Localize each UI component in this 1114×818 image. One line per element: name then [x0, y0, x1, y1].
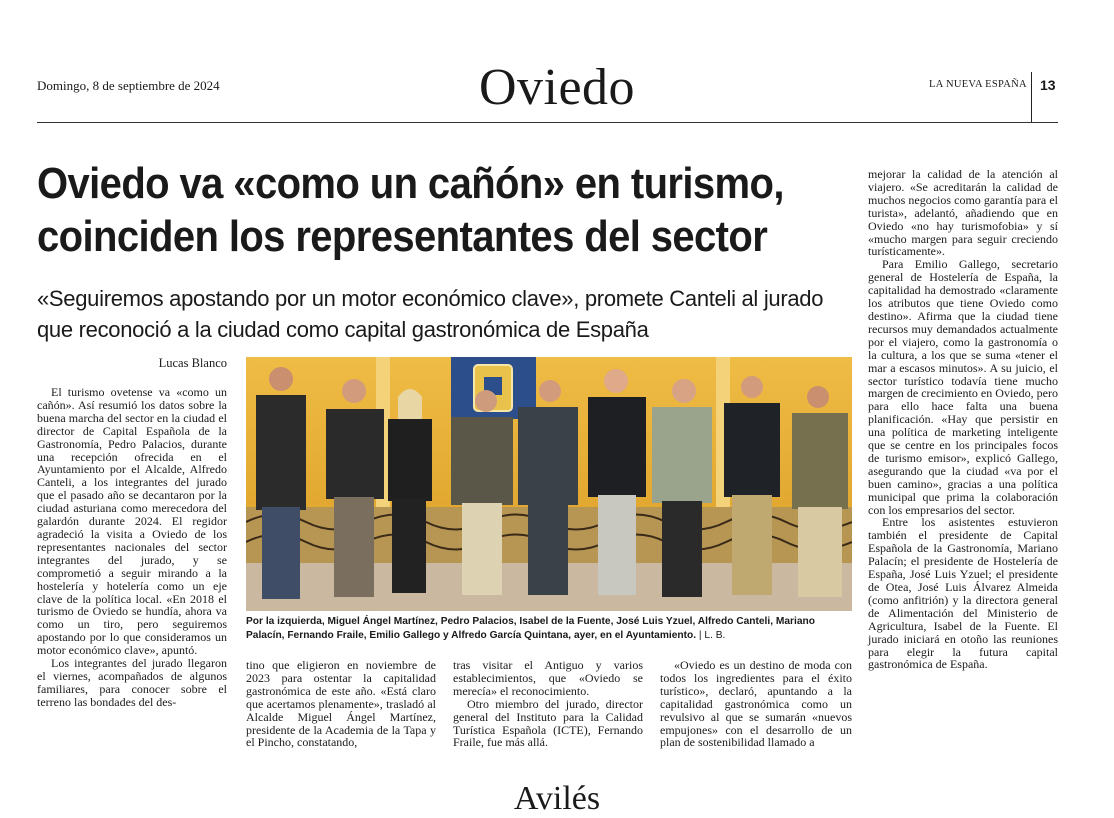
newspaper-brand: LA NUEVA ESPAÑA — [929, 79, 1027, 90]
paragraph: Otro miembro del jurado, director general del Instituto para la Calidad Turística Española (ICTE), Fernando Fraile, fue más allá. — [453, 696, 643, 750]
byline: Lucas Blanco — [158, 356, 227, 370]
headline-line-1: Oviedo va «como un cañón» en turismo, — [37, 160, 784, 208]
group-photo — [246, 357, 852, 611]
paragraph: mejorar la calidad de la atención al viajero. «Se acreditarán la calidad de muchos negocios como garantía para el turista», adelantó, añadiendo que en Oviedo «no hay turismofobia» y sí «mucho margen para seguir creciendo turísticamente». — [868, 167, 1058, 259]
paragraph: El turismo ovetense va «como un cañón». Así resumió los datos sobre la buena marcha del sector en la ciudad el director de Capital Española de la Gastronomía, Pedro Palacios, durante una recepción ofrecida en el Ayuntamiento por el Alcalde, Alfredo Canteli, a los integrantes del jurado que el pasado año se decantaron por la ciudad asturiana como merecedora del galardón durante 2024. El regidor agradeció la visita a Oviedo de los representantes nacionales del sector integrantes del jurado, y se comprometió a seguir mirando a la hostelería y hotelería como un eje clave de la política local. «En 2018 el turismo de Oviedo se hundía, ahora va como un tiro, pero seguiremos apostando por lo que consideramos un motor económico clave», apuntó. — [37, 385, 227, 658]
article-column-4 — [660, 659, 852, 749]
next-section-title: Avilés — [513, 780, 601, 817]
section-title: Oviedo — [478, 59, 636, 116]
page-number: 13 — [1040, 77, 1056, 93]
issue-date: Domingo, 8 de septiembre de 2024 — [37, 78, 220, 93]
article-column-1 — [37, 386, 227, 709]
article-column-2 — [246, 659, 436, 749]
header-divider — [1031, 72, 1032, 122]
caption-text: Por la izquierda, Miguel Ángel Martínez, Pedro Palacios, Isabel de la Fuente, José Luis Yzuel, Alfredo Canteli, Mariano Palacín, Fernando Fraile, Emilio Gallego y Alfredo García Quintana, ayer, en el Ayuntamiento. — [246, 616, 815, 641]
photo-credit: | L. B. — [698, 630, 726, 641]
paragraph: tras visitar el Antiguo y varios establecimientos, que «Oviedo se merecía» el reconocimiento. — [453, 658, 643, 698]
article-column-5 — [868, 168, 1058, 671]
headline — [37, 158, 857, 264]
header-rule — [37, 122, 1058, 123]
paragraph: «Oviedo es un destino de moda con todos los ingredientes para el éxito turístico», declaró, apuntando a la capitalidad gastronómica como un revulsivo al que se sumarán «nuevos empujones» con el desarrollo de un plan de sostenibilidad llamado a — [660, 658, 852, 750]
paragraph: tino que eligieron en noviembre de 2023 para ostentar la capitalidad gastronómica de este año. «Está claro que acertamos plenamente», trasladó al Alcalde Miguel Ángel Martínez, presidente de la Academia de la Tapa y el Pincho, constatando, — [246, 658, 436, 750]
headline-line-2: coinciden los representantes del sector — [37, 213, 768, 261]
group-photo-illustration — [246, 357, 852, 611]
photo-caption — [246, 615, 852, 643]
paragraph: Para Emilio Gallego, secretario general de Hostelería de España, la capitalidad ha demostrado «claramente los atributos que tiene Oviedo como destino». Afirma que la ciudad tiene recursos muy demandados actualmente por el viajero, como la gastronomía o la cultura, a los que se suma «tener el mar a escasos minutos». A su juicio, el sector turístico todavía tiene mucho margen de crecimiento en Oviedo, pero para ello hace falta una buena planificación. «Hay que persistir en una política de marketing inteligente que se centre en los principales focos de turismo emisor», explicó Gallego, asegurando que la ciudad «va por el buen camino», gracias a una política municipal que prima la colaboración con los empresarios del sector. — [868, 257, 1058, 517]
paragraph: Los integrantes del jurado llegaron el viernes, acompañados de algunos familiares, para conocer sobre el terreno las bondades del des- — [37, 656, 227, 709]
article-column-3 — [453, 659, 643, 749]
paragraph: Entre los asistentes estuvieron también el presidente de Capital Española de la Gastronomía, Mariano Palacín; el presidente de Hostelería de España, José Luis Yzuel; el presidente de Otea, José Luis Álvarez Almeida (como anfitrión) y la directora general de Alimentación del Ministerio de Agricultura, Isabel de la Fuente. El jurado iniciará en otoño las reuniones para elegir la futura capital gastronómica de España. — [868, 515, 1058, 672]
subheadline: «Seguiremos apostando por un motor económico clave», promete Canteli al jurado que reconoció a la ciudad como capital gastronómica de España — [37, 286, 824, 342]
